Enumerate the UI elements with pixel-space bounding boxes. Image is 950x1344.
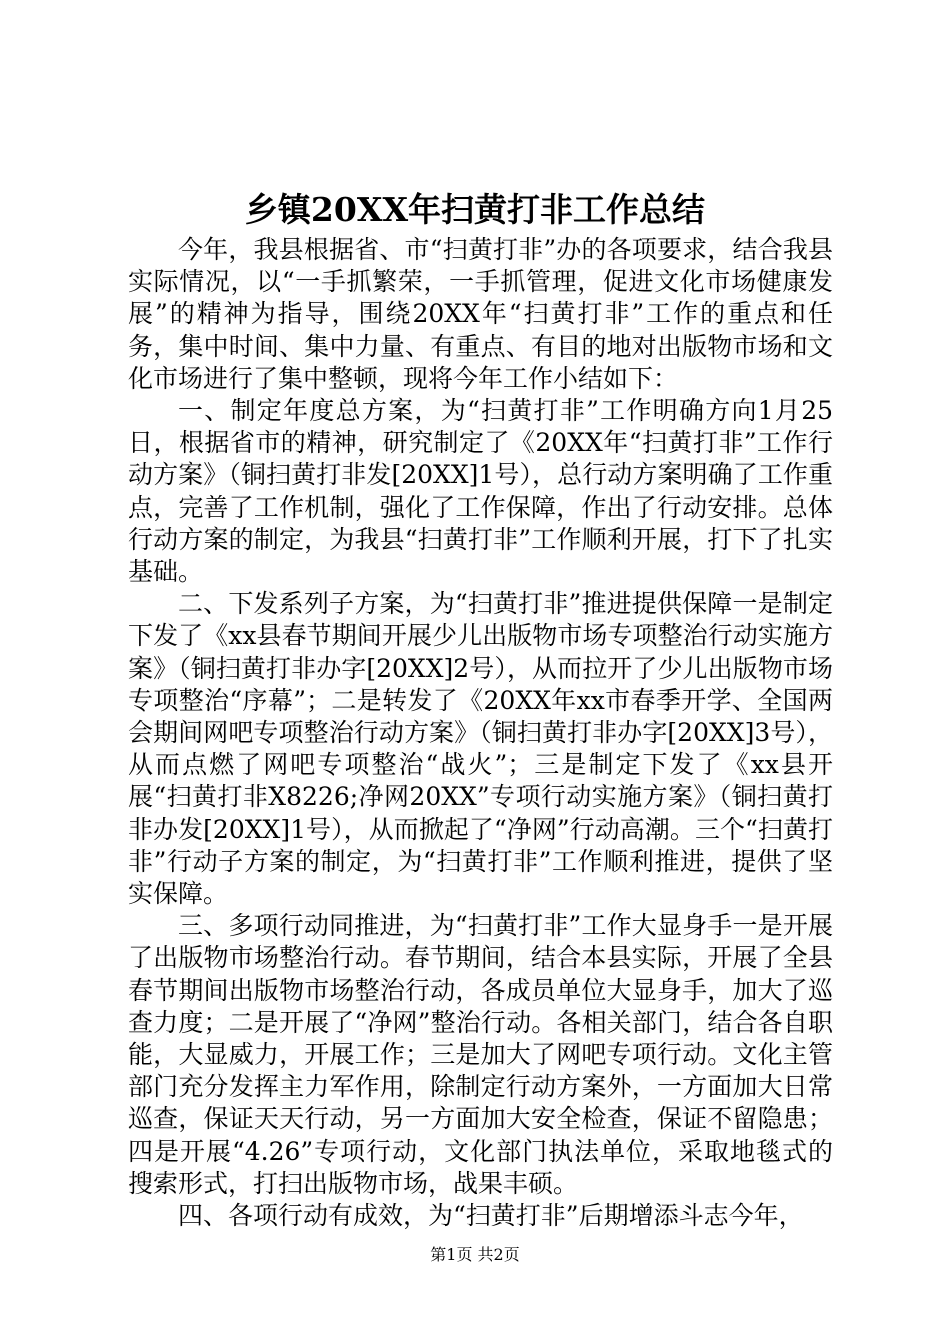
- paragraph-section-3: 三、多项行动同推进，为“扫黄打非”工作大显身手一是开展了出版物市场整治行动。春节期间，结合本县实际，开展了全县春节期间出版物市场整治行动，各成员单位大显身手，加大了巡查力度；二是开展了“净网”整治行动。各相关部门，结合各自职能，大显威力，开展工作；三是加大了网吧专项行动。文化主管部门充分发挥主力军作用，除制定行动方案外，一方面加大日常巡查，保证天天行动，另一方面加大安全检查，保证不留隐患；四是开展“4.26”专项行动，文化部门执法单位，采取地毯式的搜索形式，打扫出版物市场，战果丰硕。: [128, 911, 833, 1198]
- page-footer: 第1页 共2页: [430, 1245, 520, 1264]
- paragraph-intro: 今年，我县根据省、市“扫黄打非”办的各项要求，结合我县实际情况，以“一手抓繁荣，一手抓管理，促进文化市场健康发展”的精神为指导，围绕20XX年“扫黄打非”工作的重点和任务，集中时间、集中力量、有重点、有目的地对出版物市场和文化市场进行了集中整顿，现将今年工作小结如下：: [128, 235, 833, 393]
- document-body: [128, 234, 833, 1232]
- paragraph-section-1: 一、制定年度总方案，为“扫黄打非”工作明确方向1月25日，根据省市的精神，研究制定了《20XX年“扫黄打非”工作行动方案》（铜扫黄打非发[20XX]1号），总行动方案明确了工作重点，完善了工作机制，强化了工作保障，作出了行动安排。总体行动方案的制定，为我县“扫黄打非”工作顺利开展，打下了扎实基础。: [128, 396, 833, 587]
- paragraph-section-2: 二、下发系列子方案，为“扫黄打非”推进提供保障一是制定下发了《xx县春节期间开展少儿出版物市场专项整治行动实施方案》（铜扫黄打非办字[20XX]2号），从而拉开了少儿出版物市场专项整治“序幕”；二是转发了《20XX年xx市春季开学、全国两会期间网吧专项整治行动方案》（铜扫黄打非办字[20XX]3号），从而点燃了网吧专项整治“战火”；三是制定下发了《xx县开展“扫黄打非X8226;净网20XX”专项行动实施方案》（铜扫黄打非办发[20XX]1号），从而掀起了“净网”行动高潮。三个“扫黄打非”行动子方案的制定，为“扫黄打非”工作顺利推进，提供了坚实保障。: [128, 589, 833, 909]
- paragraph-section-4: 四、各项行动有成效，为“扫黄打非”后期增添斗志今年，: [178, 1201, 804, 1231]
- document-title: 乡镇20XX年扫黄打非工作总结: [244, 190, 706, 229]
